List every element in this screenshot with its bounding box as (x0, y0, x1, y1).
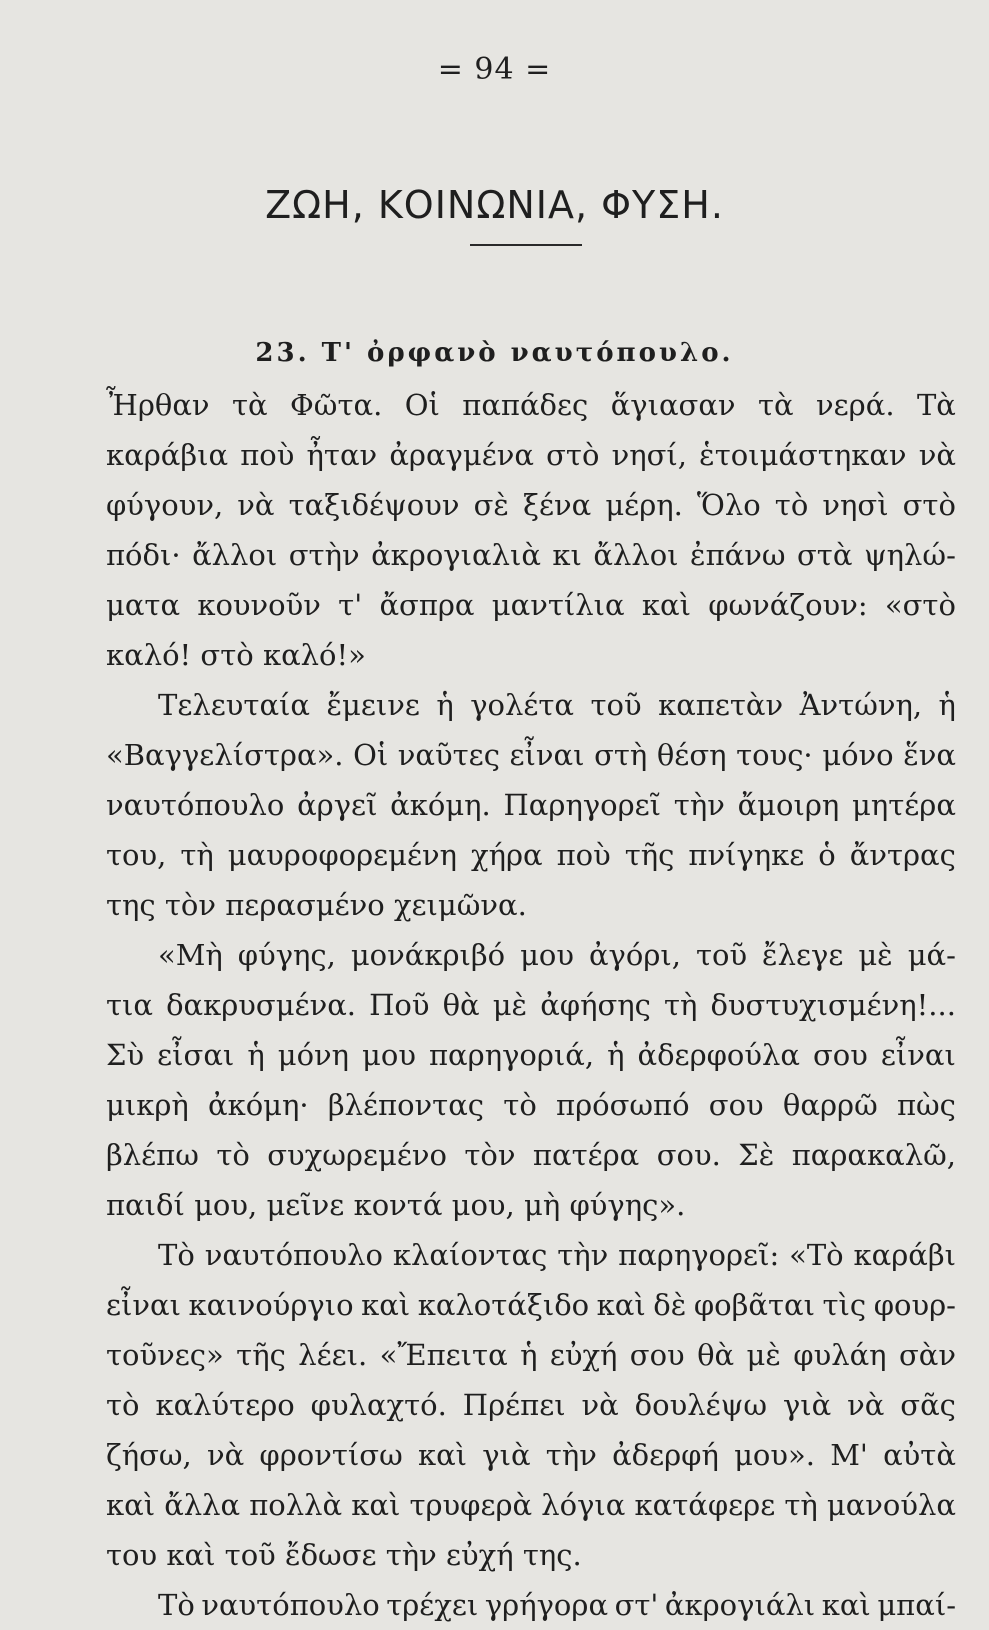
word: καὶ (361, 1288, 411, 1322)
word: καὶ (596, 1288, 646, 1322)
word: ἀγόρι, (588, 938, 681, 972)
word: ἄσπρα (379, 588, 475, 622)
word: μὲ (858, 938, 893, 972)
word: τὴν (557, 1238, 609, 1272)
word: θέση (656, 738, 727, 772)
word: σᾶς (900, 1388, 956, 1422)
word: «Μὴ (158, 938, 223, 972)
word: ἀκρογιάλι (664, 1588, 816, 1622)
word: ἀφήσης (540, 988, 651, 1022)
word: καὶ (351, 1488, 401, 1522)
word: τὴ (784, 1488, 818, 1522)
word: δυστυχισμένη!... (710, 988, 956, 1022)
word: νὰ (237, 488, 275, 522)
word: καλό! (106, 638, 201, 672)
word: Μ' (830, 1438, 868, 1472)
text-line (106, 1330, 956, 1380)
word: παρηγορεῖ: (618, 1238, 780, 1272)
word: νὰ (918, 438, 956, 472)
word: ἔλεγε (762, 938, 844, 972)
word: ἀκόμη· (208, 1088, 309, 1122)
word: τοῦ (695, 938, 748, 972)
word: μὲ (492, 988, 528, 1022)
word: τὶς (822, 1288, 867, 1322)
text-line (106, 530, 956, 580)
text-line (106, 430, 956, 480)
word: βλέποντας (327, 1088, 485, 1122)
word: Σὺ (106, 1038, 145, 1072)
word: ἑτοιμάστηκαν (699, 438, 907, 472)
word: ἀδερφή (612, 1438, 719, 1472)
word: βλέπω (106, 1138, 199, 1172)
word: στὸ (902, 488, 956, 522)
word: ἡ (520, 1338, 538, 1372)
word: τρέχει (386, 1588, 479, 1622)
word: της (106, 888, 165, 922)
word: τοῦ (224, 1538, 286, 1572)
word: ταξιδέψουν (288, 488, 460, 522)
word: μου (362, 1038, 416, 1072)
text-line (106, 1580, 956, 1630)
word: ἄλλοι (192, 538, 278, 572)
page-number: = 94 = (437, 52, 552, 87)
word: Φῶτα. (290, 388, 383, 422)
text-line (106, 1430, 956, 1480)
text-line (106, 680, 956, 730)
word: εἶναι (106, 1288, 181, 1322)
word: παπάδες (462, 388, 589, 422)
word: ἀργεῖ (297, 788, 378, 822)
word: τὸ (216, 1138, 250, 1172)
text-line (106, 880, 956, 930)
text-line (106, 630, 956, 680)
word: μου (520, 938, 575, 972)
word: πὼς (896, 1088, 956, 1122)
word: Παρηγορεῖ (503, 788, 662, 822)
word: καράβι (853, 1238, 956, 1272)
word: εὐχή (549, 1338, 618, 1372)
word: παρηγοριά, (429, 1038, 595, 1072)
word: Ἀντώνη, (799, 688, 923, 722)
word: καράβια (106, 438, 229, 472)
word: ἔμεινε (326, 688, 420, 722)
word: δακρυσμένα. (166, 988, 357, 1022)
word: του, (106, 838, 167, 872)
word: δουλέψω (634, 1388, 768, 1422)
word: ἀραγμένα (389, 438, 534, 472)
section-title: ΖΩΗ, ΚΟΙΝΩΝΙΑ, ΦΥΣΗ. (265, 183, 724, 228)
word: μου». (734, 1438, 815, 1472)
word: μου, (451, 1188, 524, 1222)
text-line (106, 930, 956, 980)
text-line (106, 1380, 956, 1430)
word: τ' (338, 588, 363, 622)
word: ἕνα (903, 738, 956, 772)
word: φυλαχτό. (310, 1388, 447, 1422)
word: γολέτα (470, 688, 575, 722)
word: στὸ (200, 638, 263, 672)
text-line (106, 730, 956, 780)
word: ὁ (818, 838, 836, 872)
word: φύγουν, (106, 488, 224, 522)
text-line (106, 1480, 956, 1530)
word: μὲ (746, 1338, 781, 1372)
word: παρακαλῶ, (791, 1138, 956, 1172)
word: της. (522, 1538, 582, 1572)
word: Τὸ (158, 1238, 195, 1272)
word: στὸ (546, 438, 600, 472)
word: χειμῶνα. (393, 888, 527, 922)
word: φροντίσω (259, 1438, 403, 1472)
word: λόγια (541, 1488, 626, 1522)
word: πόδι· (106, 538, 181, 572)
word: μπαί- (877, 1588, 956, 1622)
word: φυλάη (793, 1338, 887, 1372)
word: τὴ (180, 838, 214, 872)
word: στὰ (797, 538, 853, 572)
word: θὰ (697, 1338, 735, 1372)
word: ποὺ (240, 438, 295, 472)
word: Οἱ (353, 738, 389, 772)
word: καλό!» (262, 638, 366, 672)
word: τὰ (231, 388, 268, 422)
word: μου, (194, 1188, 267, 1222)
word: κατάφερε (634, 1488, 776, 1522)
text-line (106, 1180, 956, 1230)
word: ναῦτες (397, 738, 500, 772)
text-line (106, 1080, 956, 1130)
word: παιδί (106, 1188, 195, 1222)
word: ναυτόπουλο (204, 1238, 384, 1272)
word: ψηλώ- (863, 538, 956, 572)
word: Πρέπει (462, 1388, 566, 1422)
word: μόνη (277, 1038, 350, 1072)
word: μαυροφορεμένη (227, 838, 458, 872)
text-line (106, 1030, 956, 1080)
word: στὴ (594, 738, 648, 772)
word: Ὅλο (696, 488, 761, 522)
word: ἀκρογιαλιὰ (371, 538, 541, 572)
word: καὶ (417, 1438, 468, 1472)
text-line (106, 780, 956, 830)
chapter-heading: 23. Τ' ὀρφανὸ ναυτόπουλο. (255, 337, 734, 368)
word: σὲ (473, 488, 509, 522)
word: ναυτόπουλο (201, 1588, 380, 1622)
word: κοντά (353, 1188, 452, 1222)
word: μονάκριβό (350, 938, 506, 972)
word: καὶ (821, 1588, 871, 1622)
word: μεῖνε (266, 1188, 354, 1222)
word: Τὰ (916, 388, 956, 422)
word: εἶσαι (157, 1038, 235, 1072)
word: τὸν (464, 1138, 516, 1172)
word: Ποῦ (369, 988, 430, 1022)
word: φύγης, (237, 938, 336, 972)
word: ἦταν (306, 438, 378, 472)
word: θὰ (442, 988, 480, 1022)
word: καὶ (166, 1538, 225, 1572)
word: μανούλα (826, 1488, 956, 1522)
word: σου (708, 1088, 764, 1122)
word: γιὰ (782, 1388, 832, 1422)
word: ἄμοιρη (737, 788, 840, 822)
word: ἀκόμη. (390, 788, 491, 822)
word: περασμένο (225, 888, 394, 922)
word: θαρρῶ (782, 1088, 878, 1122)
word: τῆς (236, 1338, 286, 1372)
word: νησί, (611, 438, 687, 472)
word: ἡ (436, 688, 454, 722)
word: φύγης». (569, 1188, 686, 1222)
word: σὰν (898, 1338, 956, 1372)
word: σου. (656, 1138, 721, 1172)
word: μέρη. (605, 488, 683, 522)
text-line (106, 1530, 956, 1580)
word: πρόσωπό (556, 1088, 690, 1122)
word: στ' (614, 1588, 659, 1622)
word: αὐτὰ (883, 1438, 956, 1472)
word: σου (813, 1038, 868, 1072)
word: «Βαγγελίστρα». (106, 738, 344, 772)
word: δὲ (653, 1288, 687, 1322)
word: καπετὰν (658, 688, 784, 722)
word: νερά. (816, 388, 895, 422)
word: τὴν (673, 788, 725, 822)
word: ποὺ (556, 838, 611, 872)
word: φωνάζουν: (708, 588, 868, 622)
word: πατέρα (532, 1138, 640, 1172)
word: τὰ (757, 388, 794, 422)
word: καὶ (106, 1488, 156, 1522)
word: «στὸ (884, 588, 956, 622)
word: καλοτάξιδο (417, 1288, 590, 1322)
word: ἅγιασαν (610, 388, 736, 422)
word: τους· (736, 738, 813, 772)
word: γιὰ (482, 1438, 531, 1472)
word: ἡ (247, 1038, 265, 1072)
word: τὴν (545, 1438, 597, 1472)
word: μαντίλια (491, 588, 625, 622)
word: του (106, 1538, 167, 1572)
text-line (106, 480, 956, 530)
word: ἔδωσε (285, 1538, 386, 1572)
word: Ἦρθαν (106, 388, 210, 422)
text-line (106, 830, 956, 880)
word: νὰ (581, 1388, 619, 1422)
word: ἀδερφούλα (637, 1038, 800, 1072)
word: ἄλλα (164, 1488, 241, 1522)
word: φουρ- (873, 1288, 956, 1322)
word: μὴ (524, 1188, 570, 1222)
word: καὶ (641, 588, 691, 622)
word: «Ἔπειτα (379, 1338, 508, 1372)
word: τὸν (164, 888, 226, 922)
word: κουνοῦν (197, 588, 321, 622)
word: Οἱ (404, 388, 440, 422)
word: ἄλλοι (593, 538, 679, 572)
word: μικρὴ (106, 1088, 189, 1122)
word: τὴ (663, 988, 698, 1022)
word: φοβᾶται (693, 1288, 815, 1322)
word: καλύτερο (155, 1388, 295, 1422)
word: πνίγηκε (688, 838, 805, 872)
word: καινούργιο (188, 1288, 354, 1322)
word: ἄντρας (849, 838, 956, 872)
word: εἶναι (509, 738, 585, 772)
word: συχωρεμένο (267, 1138, 447, 1172)
word: τῆς (624, 838, 675, 872)
word: «Τὸ (789, 1238, 844, 1272)
word: μά- (907, 938, 956, 972)
word: κι (552, 538, 582, 572)
word: πολλὰ (249, 1488, 343, 1522)
word: γρήγορα (484, 1588, 609, 1622)
word: εὐχή (446, 1538, 523, 1572)
word: στὴν (288, 538, 360, 572)
word: τὸ (774, 488, 809, 522)
word: τὸ (503, 1088, 537, 1122)
word: ἡ (938, 688, 956, 722)
word: ἐπάνω (690, 538, 786, 572)
word: μόνο (822, 738, 894, 772)
body-text (106, 380, 956, 1630)
text-line (106, 1130, 956, 1180)
word: λέει. (298, 1338, 368, 1372)
title-divider (470, 244, 582, 246)
word: τὸ (106, 1388, 140, 1422)
text-line (106, 380, 956, 430)
word: ναυτόπουλο (106, 788, 285, 822)
word: κλαίοντας (392, 1238, 548, 1272)
word: τρυφερὰ (409, 1488, 533, 1522)
word: ζήσω, (106, 1438, 192, 1472)
word: Τελευταία (158, 688, 310, 722)
word: Σὲ (738, 1138, 775, 1172)
word: εἶναι (880, 1038, 956, 1072)
text-line (106, 580, 956, 630)
word: ματα (106, 588, 181, 622)
word: χήρα (471, 838, 543, 872)
word: νὰ (847, 1388, 885, 1422)
word: νὰ (206, 1438, 245, 1472)
word: ἡ (607, 1038, 625, 1072)
word: μητέρα (852, 788, 956, 822)
word: τοῦ (590, 688, 642, 722)
word: τια (106, 988, 153, 1022)
word: νησὶ (822, 488, 889, 522)
word: τοῦνες» (106, 1338, 224, 1372)
word: σου (629, 1338, 685, 1372)
text-line (106, 1280, 956, 1330)
word: τὴν (385, 1538, 447, 1572)
word: ξένα (523, 488, 592, 522)
text-line (106, 1230, 956, 1280)
word: Τὸ (158, 1588, 195, 1622)
text-line (106, 980, 956, 1030)
